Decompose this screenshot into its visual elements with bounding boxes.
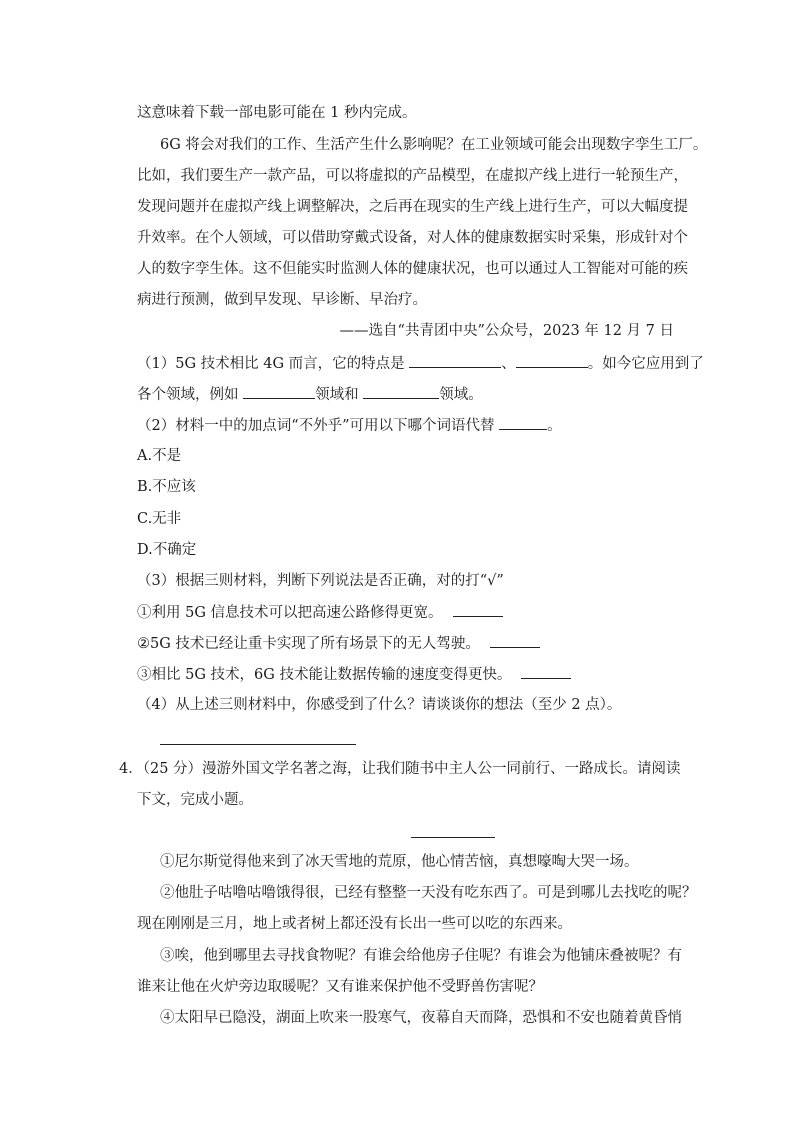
question-4-stem: （4）从上述三则材料中，你感受到了什么？请谈谈你的想法（至少 2 点）。 — [137, 697, 622, 713]
paragraph-6g-line-3: 发现问题并在虚拟产线上调整解决，之后再在现实的生产线上进行生产，可以大幅度提 — [137, 199, 688, 215]
question-3-item-2-text: ②5G 技术已经让重卡实现了所有场景下的无人驾驶。 — [137, 636, 480, 652]
answer-blank-3[interactable] — [243, 384, 315, 399]
answer-blank-q3-1[interactable] — [453, 602, 503, 617]
question-3-item-1 — [137, 602, 503, 623]
option-a[interactable]: A.不是 — [137, 448, 182, 464]
question-1-example-prefix: 各个领域，例如 — [137, 387, 244, 403]
answer-line-q4[interactable] — [160, 744, 356, 745]
question-3-item-2 — [137, 633, 540, 654]
answer-blank-1[interactable] — [409, 353, 501, 368]
paragraph-6g-line-5: 人的数字孪生体。这不但能实时监测人体的健康状况，也可以通过人工智能对可能的疾 — [137, 261, 688, 277]
story-paragraph-2-line-1: ②他肚子咕噜咕噜饿得很，已经有整整一天没有吃东西了。可是到哪儿去找吃的呢？ — [160, 885, 697, 901]
source-citation: ——选自“共青团中央”公众号，2023 年 12 月 7 日 — [339, 323, 674, 339]
question-1-line-2 — [137, 384, 483, 405]
answer-blank-q3-3[interactable] — [521, 664, 571, 679]
question-2-end: 。 — [547, 418, 562, 434]
section-4-heading-line-1: 4．（25 分）漫游外国文学名著之海，让我们随书中主人公一同前行、一路成长。请阅读 — [119, 761, 681, 777]
answer-blank-q3-2[interactable] — [490, 633, 540, 648]
story-paragraph-1: ①尼尔斯觉得他来到了冰天雪地的荒原，他心情苦恼，真想嚎啕大哭一场。 — [160, 854, 639, 870]
story-paragraph-3-line-1: ③唉，他到哪里去寻找食物呢？有谁会给他房子住呢？有谁会为他铺床叠被呢？有 — [160, 948, 682, 964]
story-paragraph-2-line-2: 现在刚刚是三月，地上或者树上都还没有长出一些可以吃的东西来。 — [137, 916, 572, 932]
question-2-stem-line — [137, 415, 562, 436]
title-blank-line[interactable] — [411, 837, 495, 838]
answer-blank-2[interactable] — [516, 353, 588, 368]
paragraph-6g-line-2: 比如，我们要生产一款产品，可以将虚拟的产品模型，在虚拟产线上进行一轮预生产， — [137, 168, 688, 184]
question-1-example-mid: 领域和 — [315, 387, 364, 403]
question-1-separator: 、 — [501, 356, 516, 372]
story-paragraph-4-line-1: ④太阳早已隐没，湖面上吹来一股寒气，夜幕自天而降，恐惧和不安也随着黄昏悄 — [160, 1010, 682, 1026]
answer-blank-q2[interactable] — [499, 415, 547, 430]
paragraph-6g-line-6: 病进行预测，做到早发现、早诊断、早治疗。 — [137, 292, 427, 308]
question-1-continuation: 。如今它应用到了 — [587, 356, 704, 372]
answer-blank-4[interactable] — [363, 384, 439, 399]
option-d[interactable]: D.不确定 — [137, 542, 197, 558]
question-3-stem: （3）根据三则材料，判断下列说法是否正确，对的打“√” — [137, 573, 504, 589]
question-1-line-1 — [137, 353, 704, 374]
paragraph-6g-line-1: 6G 将会对我们的工作、生活产生什么影响呢？在工业领域可能会出现数字孪生工厂。 — [160, 137, 708, 153]
question-2-stem: （2）材料一中的加点词“不外乎”可用以下哪个词语代替 — [137, 418, 500, 434]
question-1-example-end: 领域。 — [439, 387, 483, 403]
section-4-heading-line-2: 下文，完成小题。 — [137, 792, 253, 808]
option-b[interactable]: B.不应该 — [137, 479, 196, 495]
paragraph-5g-speed: 这意味着下载一部电影可能在 1 秒内完成。 — [137, 105, 417, 121]
question-1-stem: （1）5G 技术相比 4G 而言，它的特点是 — [137, 356, 410, 372]
option-c[interactable]: C.无非 — [137, 511, 182, 527]
story-paragraph-3-line-2: 谁来让他在火炉旁边取暖呢？又有谁来保护他不受野兽伤害呢？ — [137, 979, 543, 995]
question-3-item-1-text: ①利用 5G 信息技术可以把高速公路修得更宽。 — [137, 605, 443, 621]
question-3-item-3 — [137, 664, 571, 685]
paragraph-6g-line-4: 升效率。在个人领域，可以借助穿戴式设备，对人体的健康数据实时采集，形成针对个 — [137, 230, 688, 246]
question-3-item-3-text: ③相比 5G 技术，6G 技术能让数据传输的速度变得更快。 — [137, 667, 512, 683]
